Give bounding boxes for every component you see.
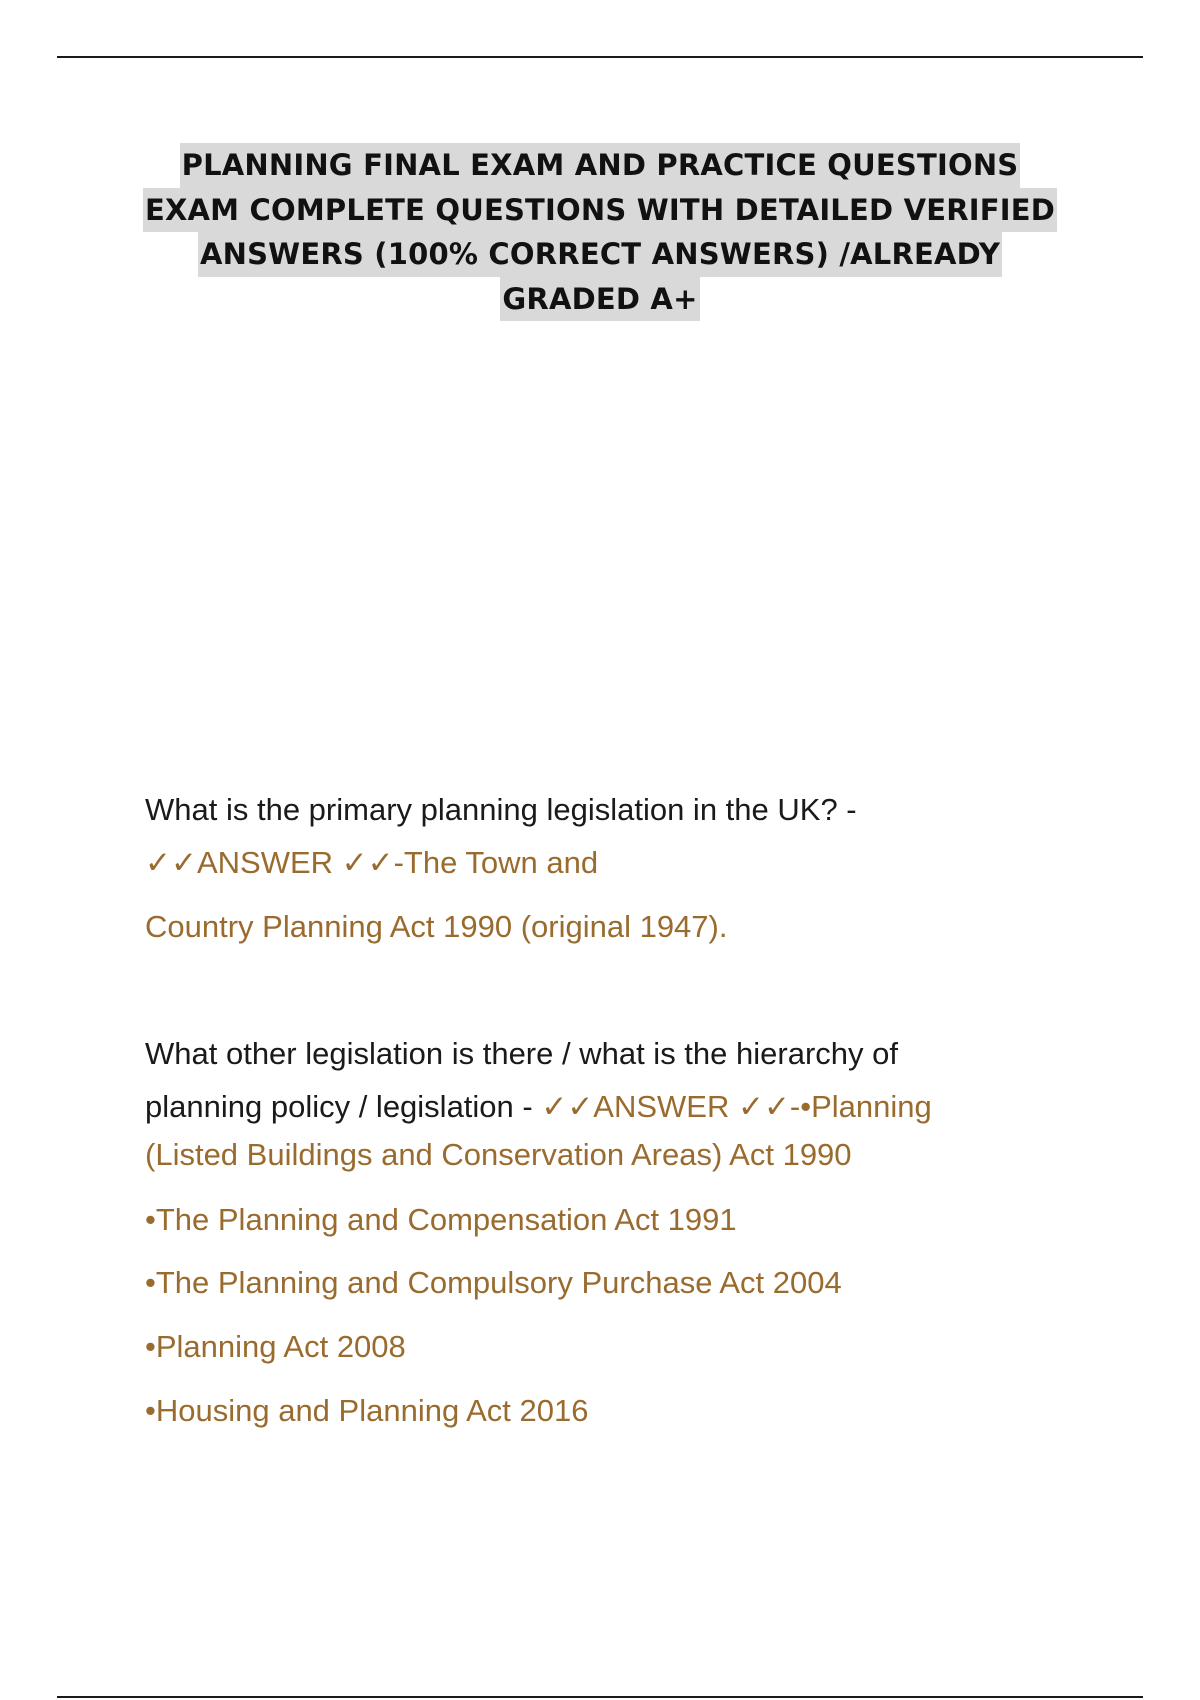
document-title bbox=[100, 143, 1100, 321]
top-rule bbox=[57, 56, 1143, 58]
answer-1-marker: ✓✓ANSWER ✓✓- bbox=[145, 845, 404, 880]
question-2-text-2: planning policy / legislation - bbox=[145, 1089, 542, 1124]
title-line-2: EXAM COMPLETE QUESTIONS WITH DETAILED VERIFIED bbox=[143, 188, 1057, 233]
question-1-text: What is the primary planning legislation in the UK? - bbox=[145, 792, 857, 827]
answer-2-marker: ✓✓ANSWER ✓✓- bbox=[541, 1089, 801, 1124]
answer-2-line-5: •Planning Act 2008 bbox=[145, 1329, 406, 1364]
answer-2-line-3: •The Planning and Compensation Act 1991 bbox=[145, 1202, 737, 1237]
answer-2-text-1: •Planning bbox=[800, 1089, 932, 1124]
title-line-4: GRADED A+ bbox=[500, 277, 699, 322]
answer-2-line-4: •The Planning and Compulsory Purchase Act 2004 bbox=[145, 1265, 842, 1300]
question-2-line-2 bbox=[145, 1089, 932, 1125]
answer-1-line-2: Country Planning Act 1990 (original 1947). bbox=[145, 909, 728, 944]
answer-1-text-1: The Town and bbox=[403, 845, 599, 880]
answer-1-line-1 bbox=[145, 845, 598, 881]
bottom-rule bbox=[57, 1696, 1143, 1698]
question-2-line-1: What other legislation is there / what is the hierarchy of bbox=[145, 1036, 898, 1071]
answer-2-line-6: •Housing and Planning Act 2016 bbox=[145, 1393, 589, 1428]
title-line-1: PLANNING FINAL EXAM AND PRACTICE QUESTIONS bbox=[180, 143, 1021, 188]
title-line-3: ANSWERS (100% CORRECT ANSWERS) /ALREADY bbox=[198, 232, 1002, 277]
answer-2-line-2: (Listed Buildings and Conservation Areas) Act 1990 bbox=[145, 1137, 852, 1172]
